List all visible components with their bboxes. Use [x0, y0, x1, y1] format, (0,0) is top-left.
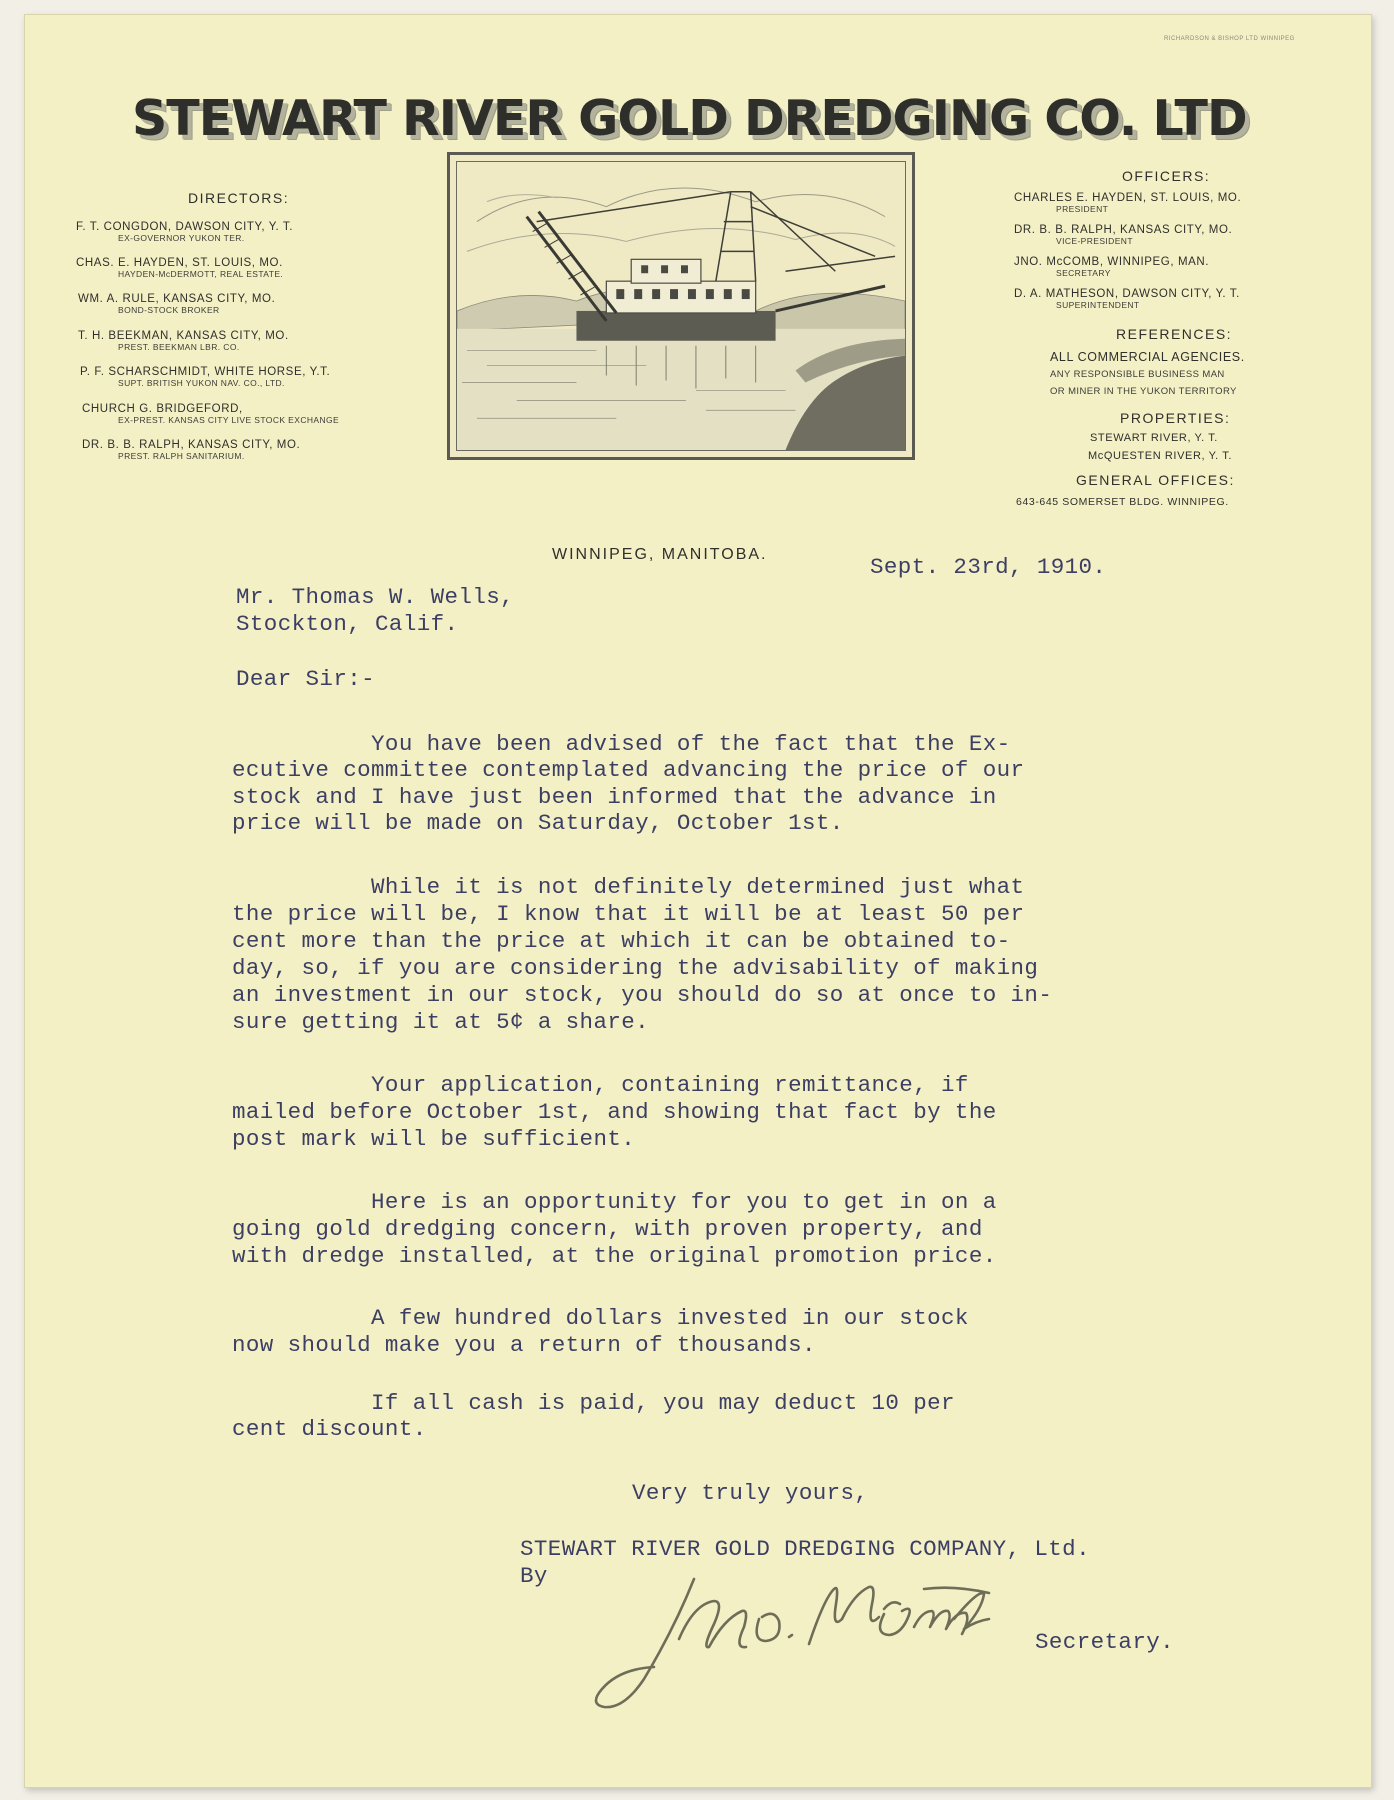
dredge-illustration	[457, 162, 905, 450]
officer-item	[1014, 192, 1241, 214]
paragraph-line: cent discount.	[232, 1416, 427, 1442]
director-title: EX-GOVERNOR YUKON TER.	[118, 233, 245, 243]
director-item	[78, 293, 275, 315]
recipient-address: Stockton, Calif.	[236, 611, 459, 637]
by-label: By	[520, 1563, 548, 1589]
paragraph-line: sure getting it at 5¢ a share.	[232, 1009, 650, 1035]
director-name: WM. A. RULE, KANSAS CITY, MO.	[78, 293, 276, 305]
director-item	[78, 330, 289, 352]
reference-line: OR MINER IN THE YUKON TERRITORY	[1050, 386, 1237, 397]
officer-title: SUPERINTENDENT	[1056, 300, 1140, 310]
director-item	[82, 439, 300, 461]
director-name: P. F. SCHARSCHMIDT, WHITE HORSE, Y.T.	[80, 366, 331, 378]
officer-item	[1014, 224, 1232, 246]
paragraph-line: ecutive committee contemplated advancing the price of our	[232, 757, 1025, 783]
paragraph-line: If all cash is paid, you may deduct 10 per	[232, 1390, 955, 1416]
officer-name: JNO. McCOMB, WINNIPEG, MAN.	[1014, 256, 1210, 268]
letter-date: Sept. 23rd, 1910.	[870, 554, 1107, 580]
director-name: T. H. BEEKMAN, KANSAS CITY, MO.	[78, 330, 289, 342]
director-item	[76, 221, 293, 243]
paragraph-line: an investment in our stock, you should do so at once to in-	[232, 982, 1053, 1008]
director-item	[82, 403, 339, 425]
officer-name: D. A. MATHESON, DAWSON CITY, Y. T.	[1014, 288, 1240, 300]
paragraph-line: now should make you a return of thousands.	[232, 1332, 816, 1358]
officer-title: VICE-PRESIDENT	[1056, 236, 1133, 246]
officer-item	[1014, 288, 1240, 310]
paragraph-line: Here is an opportunity for you to get in on a	[232, 1189, 997, 1215]
properties-heading: PROPERTIES:	[1120, 410, 1231, 426]
signatory-title: Secretary.	[1035, 1629, 1175, 1655]
director-title: EX-PREST. KANSAS CITY LIVE STOCK EXCHANGE	[118, 415, 340, 425]
dredge-engraving	[447, 152, 915, 460]
paragraph-line: day, so, if you are considering the advisability of making	[232, 955, 1039, 981]
general-offices-heading: GENERAL OFFICES:	[1076, 472, 1235, 488]
place-line: WINNIPEG, MANITOBA.	[552, 546, 768, 563]
officers-heading: OFFICERS:	[1122, 168, 1211, 184]
salutation: Dear Sir:-	[236, 666, 376, 692]
general-offices-address: 643-645 SOMERSET BLDG. WINNIPEG.	[1016, 496, 1229, 508]
director-item	[80, 366, 330, 388]
paragraph-line: the price will be, I know that it will be at least 50 per	[232, 901, 1025, 927]
director-title: PREST. BEEKMAN LBR. CO.	[118, 342, 240, 352]
closing: Very truly yours,	[632, 1480, 869, 1506]
printer-mark: RICHARDSON & BISHOP LTD WINNIPEG	[1164, 36, 1295, 42]
engraving-border	[456, 161, 906, 451]
paragraph-line: mailed before October 1st, and showing that fact by the	[232, 1099, 997, 1125]
paragraph-line: While it is not definitely determined just what	[232, 874, 1025, 900]
paragraph-line: going gold dredging concern, with proven property, and	[232, 1216, 983, 1242]
paragraph-line: price will be made on Saturday, October 1st.	[232, 810, 844, 836]
officer-title: SECRETARY	[1056, 268, 1111, 278]
directors-heading: DIRECTORS:	[188, 190, 290, 206]
director-item	[76, 257, 283, 279]
signatory-company: STEWART RIVER GOLD DREDGING COMPANY, Ltd.	[520, 1536, 1090, 1562]
director-title: PREST. RALPH SANITARIUM.	[118, 451, 245, 461]
director-title: BOND-STOCK BROKER	[118, 305, 220, 315]
director-name: DR. B. B. RALPH, KANSAS CITY, MO.	[82, 439, 301, 451]
director-title: HAYDEN-McDERMOTT, REAL ESTATE.	[118, 269, 284, 279]
officer-name: CHARLES E. HAYDEN, ST. LOUIS, MO.	[1014, 192, 1242, 204]
paragraph-line: with dredge installed, at the original promotion price.	[232, 1243, 997, 1269]
reference-line: ANY RESPONSIBLE BUSINESS MAN	[1050, 369, 1225, 380]
officer-name: DR. B. B. RALPH, KANSAS CITY, MO.	[1014, 224, 1233, 236]
paragraph-line: You have been advised of the fact that the Ex-	[232, 731, 1011, 757]
officer-item	[1014, 256, 1209, 278]
paragraph-line: stock and I have just been informed that the advance in	[232, 784, 997, 810]
letter-sheet	[24, 14, 1372, 1788]
paragraph-line: cent more than the price at which it can be obtained to-	[232, 928, 1011, 954]
director-title: SUPT. BRITISH YUKON NAV. CO., LTD.	[118, 378, 285, 388]
signature	[584, 1549, 1014, 1724]
director-name: CHURCH G. BRIDGEFORD,	[82, 403, 243, 415]
recipient-name: Mr. Thomas W. Wells,	[236, 584, 515, 610]
company-name-heading: STEWART RIVER GOLD DREDGING CO. LTD	[132, 90, 1247, 147]
property-line: STEWART RIVER, Y. T.	[1090, 432, 1218, 444]
reference-line: ALL COMMERCIAL AGENCIES.	[1050, 350, 1245, 364]
director-name: CHAS. E. HAYDEN, ST. LOUIS, MO.	[76, 257, 283, 269]
paragraph-line: Your application, containing remittance, if	[232, 1072, 969, 1098]
property-line: McQUESTEN RIVER, Y. T.	[1088, 450, 1233, 462]
references-heading: REFERENCES:	[1116, 326, 1233, 342]
signature-text	[24, 14, 25, 15]
paragraph-line: post mark will be sufficient.	[232, 1126, 636, 1152]
paragraph-line: A few hundred dollars invested in our stock	[232, 1305, 969, 1331]
officer-title: PRESIDENT	[1056, 204, 1109, 214]
director-name: F. T. CONGDON, DAWSON CITY, Y. T.	[76, 221, 294, 233]
